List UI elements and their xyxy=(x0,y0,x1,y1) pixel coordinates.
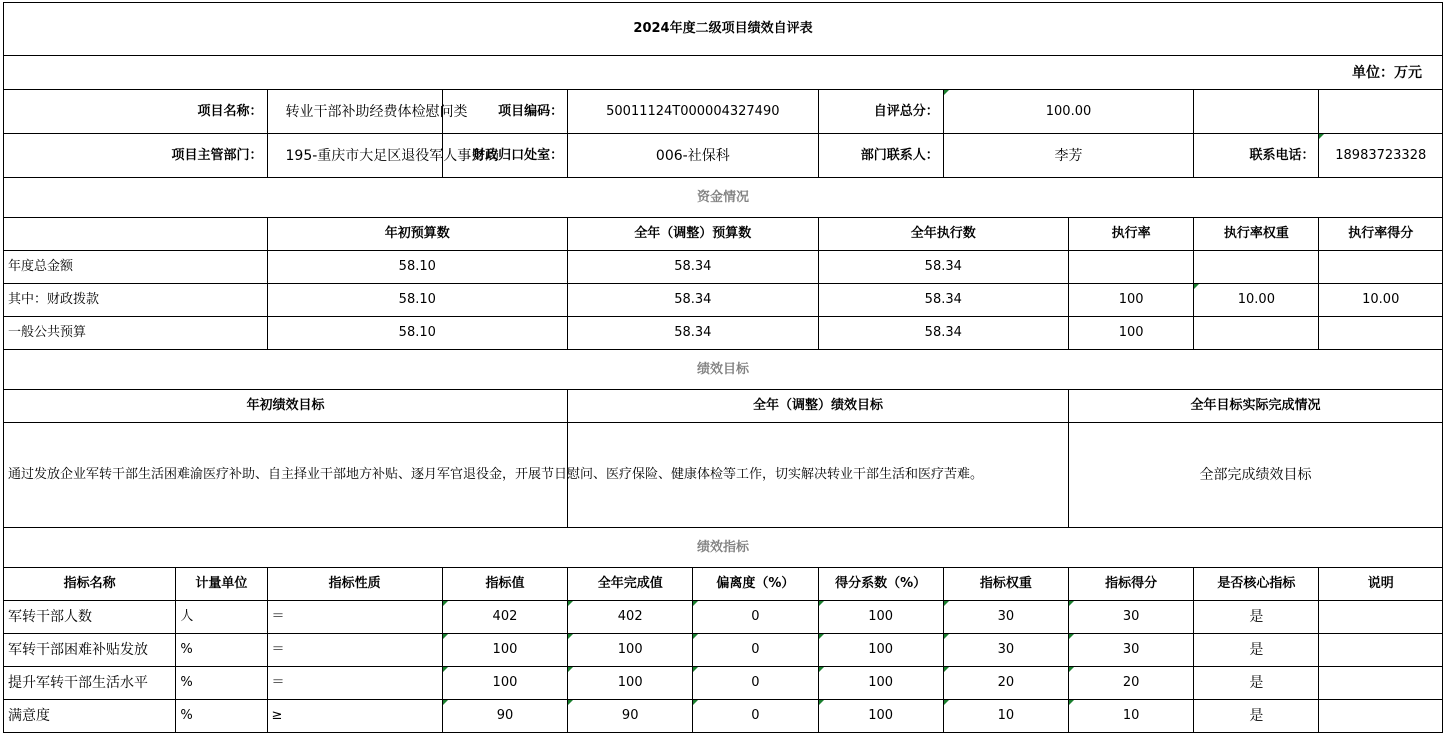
funds-weight[interactable] xyxy=(1194,317,1319,350)
ind-header-actual: 全年完成值 xyxy=(568,568,693,601)
goals-section-title: 绩效目标 xyxy=(4,350,1443,390)
page-title: 2024年度二级项目绩效自评表 xyxy=(4,3,1443,56)
funds-header-initial: 年初预算数 xyxy=(267,218,568,251)
funds-initial[interactable]: 58.10 xyxy=(267,284,568,317)
funds-row xyxy=(4,251,1443,284)
ind-header-coef: 得分系数（%） xyxy=(818,568,943,601)
score-total-label: 自评总分： xyxy=(818,90,943,134)
ind-deviation[interactable]: 0 xyxy=(693,700,818,733)
ind-score[interactable]: 30 xyxy=(1069,634,1194,667)
ind-note[interactable] xyxy=(1319,667,1443,700)
empty-cell[interactable] xyxy=(1194,90,1319,134)
project-code-label: 项目编码： xyxy=(442,90,567,134)
ind-nature[interactable]: ≥ xyxy=(267,700,442,733)
ind-nature[interactable]: ＝ xyxy=(267,634,442,667)
ind-nature[interactable]: ＝ xyxy=(267,601,442,634)
ind-name[interactable]: 提升军转干部生活水平 xyxy=(4,667,176,700)
ind-coef[interactable]: 100 xyxy=(818,634,943,667)
ind-coef[interactable]: 100 xyxy=(818,700,943,733)
phone-value[interactable]: 18983723328 xyxy=(1319,134,1443,178)
project-name-value[interactable]: 转业干部补助经费体检慰问类 xyxy=(267,90,442,134)
ind-header-target: 指标值 xyxy=(442,568,567,601)
goals-initial-text[interactable]: 通过发放企业军转干部生活困难渝医疗补助、自主择业干部地方补贴、逐月军官退役金，开展节日慰问、医疗保险、健康体检等工作，切实解决转业干部生活和医疗苦难。 xyxy=(4,423,568,528)
ind-core[interactable]: 是 xyxy=(1194,700,1319,733)
project-code-value[interactable]: 50011124T000004327490 xyxy=(568,90,818,134)
indicator-row xyxy=(4,667,1443,700)
funds-rate[interactable]: 100 xyxy=(1069,284,1194,317)
funds-rate[interactable]: 100 xyxy=(1069,317,1194,350)
funds-executed[interactable]: 58.34 xyxy=(818,317,1068,350)
ind-weight[interactable]: 10 xyxy=(943,700,1068,733)
ind-note[interactable] xyxy=(1319,634,1443,667)
funds-header-score: 执行率得分 xyxy=(1319,218,1443,251)
ind-weight[interactable]: 20 xyxy=(943,667,1068,700)
ind-weight[interactable]: 30 xyxy=(943,601,1068,634)
ind-deviation[interactable]: 0 xyxy=(693,601,818,634)
funds-executed[interactable]: 58.34 xyxy=(818,251,1068,284)
ind-core[interactable]: 是 xyxy=(1194,634,1319,667)
self-evaluation-sheet xyxy=(3,2,1443,733)
funds-initial[interactable]: 58.10 xyxy=(267,317,568,350)
funds-row-name: 其中：财政拨款 xyxy=(4,284,268,317)
ind-name[interactable]: 军转干部人数 xyxy=(4,601,176,634)
ind-actual[interactable]: 402 xyxy=(568,601,693,634)
ind-core[interactable]: 是 xyxy=(1194,601,1319,634)
ind-deviation[interactable]: 0 xyxy=(693,634,818,667)
finance-office-label: 财政归口处室： xyxy=(442,134,567,178)
goals-actual-text[interactable]: 全部完成绩效目标 xyxy=(1069,423,1443,528)
project-name-label: 项目名称： xyxy=(4,90,268,134)
ind-actual[interactable]: 100 xyxy=(568,634,693,667)
funds-score[interactable]: 10.00 xyxy=(1319,284,1443,317)
dept-label: 项目主管部门： xyxy=(4,134,268,178)
indicators-section-title: 绩效指标 xyxy=(4,528,1443,568)
ind-nature[interactable]: ＝ xyxy=(267,667,442,700)
ind-unit[interactable]: % xyxy=(176,634,267,667)
ind-deviation[interactable]: 0 xyxy=(693,667,818,700)
funds-header-rate: 执行率 xyxy=(1069,218,1194,251)
ind-name[interactable]: 军转干部困难补贴发放 xyxy=(4,634,176,667)
ind-coef[interactable]: 100 xyxy=(818,667,943,700)
funds-adjusted[interactable]: 58.34 xyxy=(568,284,818,317)
ind-actual[interactable]: 100 xyxy=(568,667,693,700)
ind-target[interactable]: 100 xyxy=(442,667,567,700)
ind-header-name: 指标名称 xyxy=(4,568,176,601)
funds-section-title: 资金情况 xyxy=(4,178,1443,218)
funds-row-name: 年度总金额 xyxy=(4,251,268,284)
dept-value[interactable]: 195-重庆市大足区退役军人事务局 xyxy=(267,134,442,178)
funds-adjusted[interactable]: 58.34 xyxy=(568,317,818,350)
indicator-row xyxy=(4,700,1443,733)
funds-weight[interactable]: 10.00 xyxy=(1194,284,1319,317)
goals-header-initial: 年初绩效目标 xyxy=(4,390,568,423)
funds-rate[interactable] xyxy=(1069,251,1194,284)
ind-score[interactable]: 30 xyxy=(1069,601,1194,634)
goals-header-actual: 全年目标实际完成情况 xyxy=(1069,390,1443,423)
indicator-row xyxy=(4,601,1443,634)
ind-header-nature: 指标性质 xyxy=(267,568,442,601)
goals-adjusted-text[interactable] xyxy=(568,423,1069,528)
ind-coef[interactable]: 100 xyxy=(818,601,943,634)
funds-row xyxy=(4,284,1443,317)
funds-row-name: 一般公共预算 xyxy=(4,317,268,350)
ind-weight[interactable]: 30 xyxy=(943,634,1068,667)
ind-name[interactable]: 满意度 xyxy=(4,700,176,733)
funds-executed[interactable]: 58.34 xyxy=(818,284,1068,317)
contact-label: 部门联系人： xyxy=(818,134,943,178)
ind-unit[interactable]: % xyxy=(176,667,267,700)
funds-score[interactable] xyxy=(1319,317,1443,350)
ind-note[interactable] xyxy=(1319,601,1443,634)
funds-header-executed: 全年执行数 xyxy=(818,218,1068,251)
goals-header-adjusted: 全年（调整）绩效目标 xyxy=(568,390,1069,423)
ind-header-core: 是否核心指标 xyxy=(1194,568,1319,601)
ind-unit[interactable]: % xyxy=(176,700,267,733)
funds-header-weight: 执行率权重 xyxy=(1194,218,1319,251)
funds-score[interactable] xyxy=(1319,251,1443,284)
ind-header-deviation: 偏离度（%） xyxy=(693,568,818,601)
unit-label: 单位：万元 xyxy=(4,56,1443,90)
empty-cell[interactable] xyxy=(1319,90,1443,134)
ind-unit[interactable]: 人 xyxy=(176,601,267,634)
ind-target[interactable]: 100 xyxy=(442,634,567,667)
ind-target[interactable]: 90 xyxy=(442,700,567,733)
ind-actual[interactable]: 90 xyxy=(568,700,693,733)
funds-weight[interactable] xyxy=(1194,251,1319,284)
funds-adjusted[interactable]: 58.34 xyxy=(568,251,818,284)
funds-row xyxy=(4,317,1443,350)
ind-target[interactable]: 402 xyxy=(442,601,567,634)
contact-value[interactable]: 李芳 xyxy=(943,134,1193,178)
score-total-value[interactable]: 100.00 xyxy=(943,90,1193,134)
finance-office-value[interactable]: 006-社保科 xyxy=(568,134,818,178)
indicator-row xyxy=(4,634,1443,667)
funds-initial[interactable]: 58.10 xyxy=(267,251,568,284)
phone-label: 联系电话： xyxy=(1194,134,1319,178)
ind-header-note: 说明 xyxy=(1319,568,1443,601)
funds-header-adjusted: 全年（调整）预算数 xyxy=(568,218,818,251)
ind-header-unit: 计量单位 xyxy=(176,568,267,601)
empty-cell xyxy=(4,218,268,251)
ind-note[interactable] xyxy=(1319,700,1443,733)
ind-score[interactable]: 10 xyxy=(1069,700,1194,733)
ind-header-weight: 指标权重 xyxy=(943,568,1068,601)
ind-score[interactable]: 20 xyxy=(1069,667,1194,700)
ind-core[interactable]: 是 xyxy=(1194,667,1319,700)
ind-header-score: 指标得分 xyxy=(1069,568,1194,601)
